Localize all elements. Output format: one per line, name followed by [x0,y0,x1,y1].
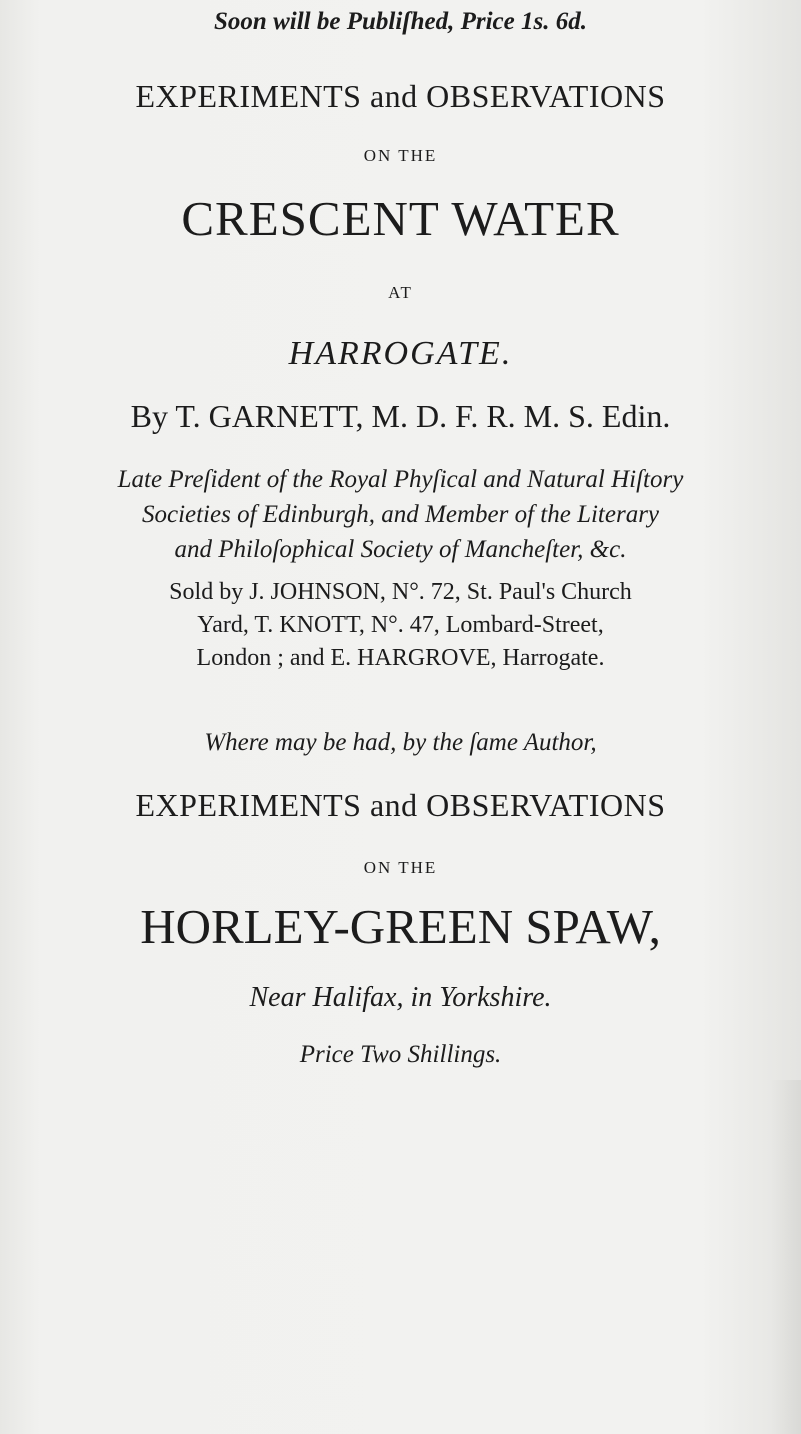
author-byline: By T. GARNETT, M. D. F. R. M. S. Edin. [130,398,671,434]
author-credentials-line: Societies of Edinburgh, and Member of the Literary [141,501,660,528]
work2-price: Price Two Shillings. [299,1041,502,1068]
work2-location: Near Halifax, in Yorkshire. [249,982,552,1013]
author-credentials-line: and Philoſophical Society of Mancheſter, &c. [174,536,627,563]
sellers-line: Yard, T. KNOTT, N°. 47, Lombard-Street, [197,612,604,638]
page-edge-shadow [770,1080,801,1434]
work1-place: HARROGATE. [288,335,513,372]
work2-title: EXPERIMENTS and OBSERVATIONS [135,787,666,823]
work1-title: EXPERIMENTS and OBSERVATIONS [135,78,666,114]
sellers-line: London ; and E. HARGROVE, Harrogate. [196,645,605,671]
sellers-line: Sold by J. JOHNSON, N°. 72, St. Paul's Church [169,579,632,605]
author-credentials-line: Late Preſident of the Royal Phyſical and Natural Hiſtory [117,466,684,493]
work2-subject: HORLEY-GREEN SPAW, [140,899,661,954]
work1-subject: CRESCENT WATER [181,191,620,246]
work1-at: AT [388,283,413,302]
work2-on-the: ON THE [363,858,438,877]
work2-intro: Where may be had, by the ſame Author, [204,729,597,756]
work1-on-the: ON THE [363,146,438,165]
publication-notice: Soon will be Publiſhed, Price 1s. 6d. [214,8,587,35]
